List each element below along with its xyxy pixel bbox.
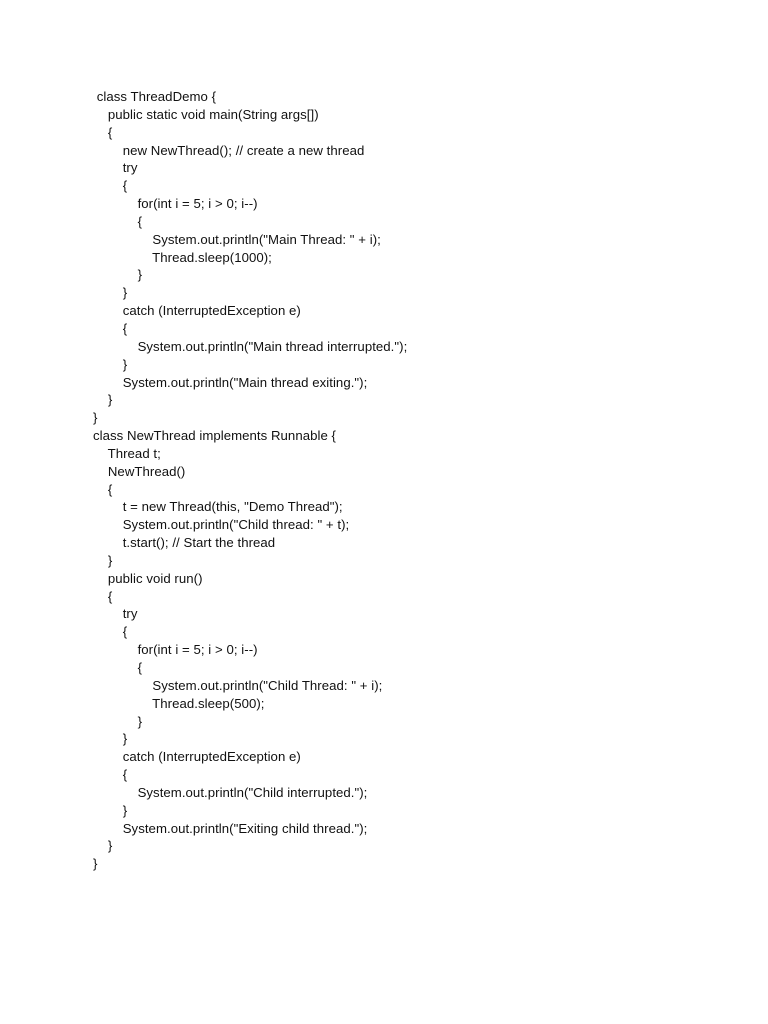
code-line: } (93, 552, 113, 568)
code-line: new NewThread(); // create a new thread (93, 142, 365, 158)
code-line: { (93, 624, 128, 640)
code-line: public void run() (93, 570, 203, 586)
code-line: { (93, 124, 113, 140)
code-line: System.out.println("Exiting child thread."); (93, 820, 368, 836)
code-line: System.out.println("Child interrupted."); (93, 784, 368, 800)
code-line: for(int i = 5; i > 0; i--) (93, 196, 258, 212)
code-line: catch (InterruptedException e) (93, 303, 301, 319)
code-line: } (93, 802, 128, 818)
code-line: t.start(); // Start the thread (93, 535, 276, 551)
code-line: } (93, 410, 98, 426)
code-line: } (93, 267, 143, 283)
code-line: System.out.println("Child thread: " + t); (93, 517, 350, 533)
code-line: } (93, 713, 143, 729)
code-line: { (93, 213, 143, 229)
code-line: System.out.println("Child Thread: " + i); (93, 677, 383, 693)
code-line: { (93, 660, 143, 675)
code-line: class NewThread implements Runnable { (93, 428, 337, 444)
code-line: } (93, 838, 113, 854)
code-line: NewThread() (93, 463, 186, 479)
code-line: { (93, 481, 113, 497)
code-line: System.out.println("Main Thread: " + i); (93, 231, 381, 247)
code-line: } (93, 285, 128, 301)
code-line: { (93, 320, 128, 336)
code-line: } (93, 356, 128, 372)
code-line: Thread.sleep(1000); (93, 249, 272, 265)
code-line: Thread.sleep(500); (93, 695, 265, 711)
code-line: { (93, 767, 128, 783)
code-line: } (93, 392, 113, 408)
code-line: { (93, 588, 113, 604)
code-line: System.out.println("Main thread interrupted."); (93, 338, 408, 354)
code-line: Thread t; (93, 445, 161, 461)
code-line: try (93, 160, 138, 176)
code-line: } (93, 856, 98, 872)
code-listing (93, 88, 407, 873)
code-line: catch (InterruptedException e) (93, 749, 301, 765)
code-line: for(int i = 5; i > 0; i--) (93, 642, 258, 658)
code-line: } (93, 731, 128, 747)
code-line: { (93, 178, 128, 194)
code-line: class ThreadDemo { (93, 89, 217, 104)
code-line: System.out.println("Main thread exiting."); (93, 374, 368, 390)
code-line: t = new Thread(this, "Demo Thread"); (93, 499, 343, 515)
code-line: try (93, 606, 138, 622)
code-line: public static void main(String args[]) (93, 106, 319, 122)
